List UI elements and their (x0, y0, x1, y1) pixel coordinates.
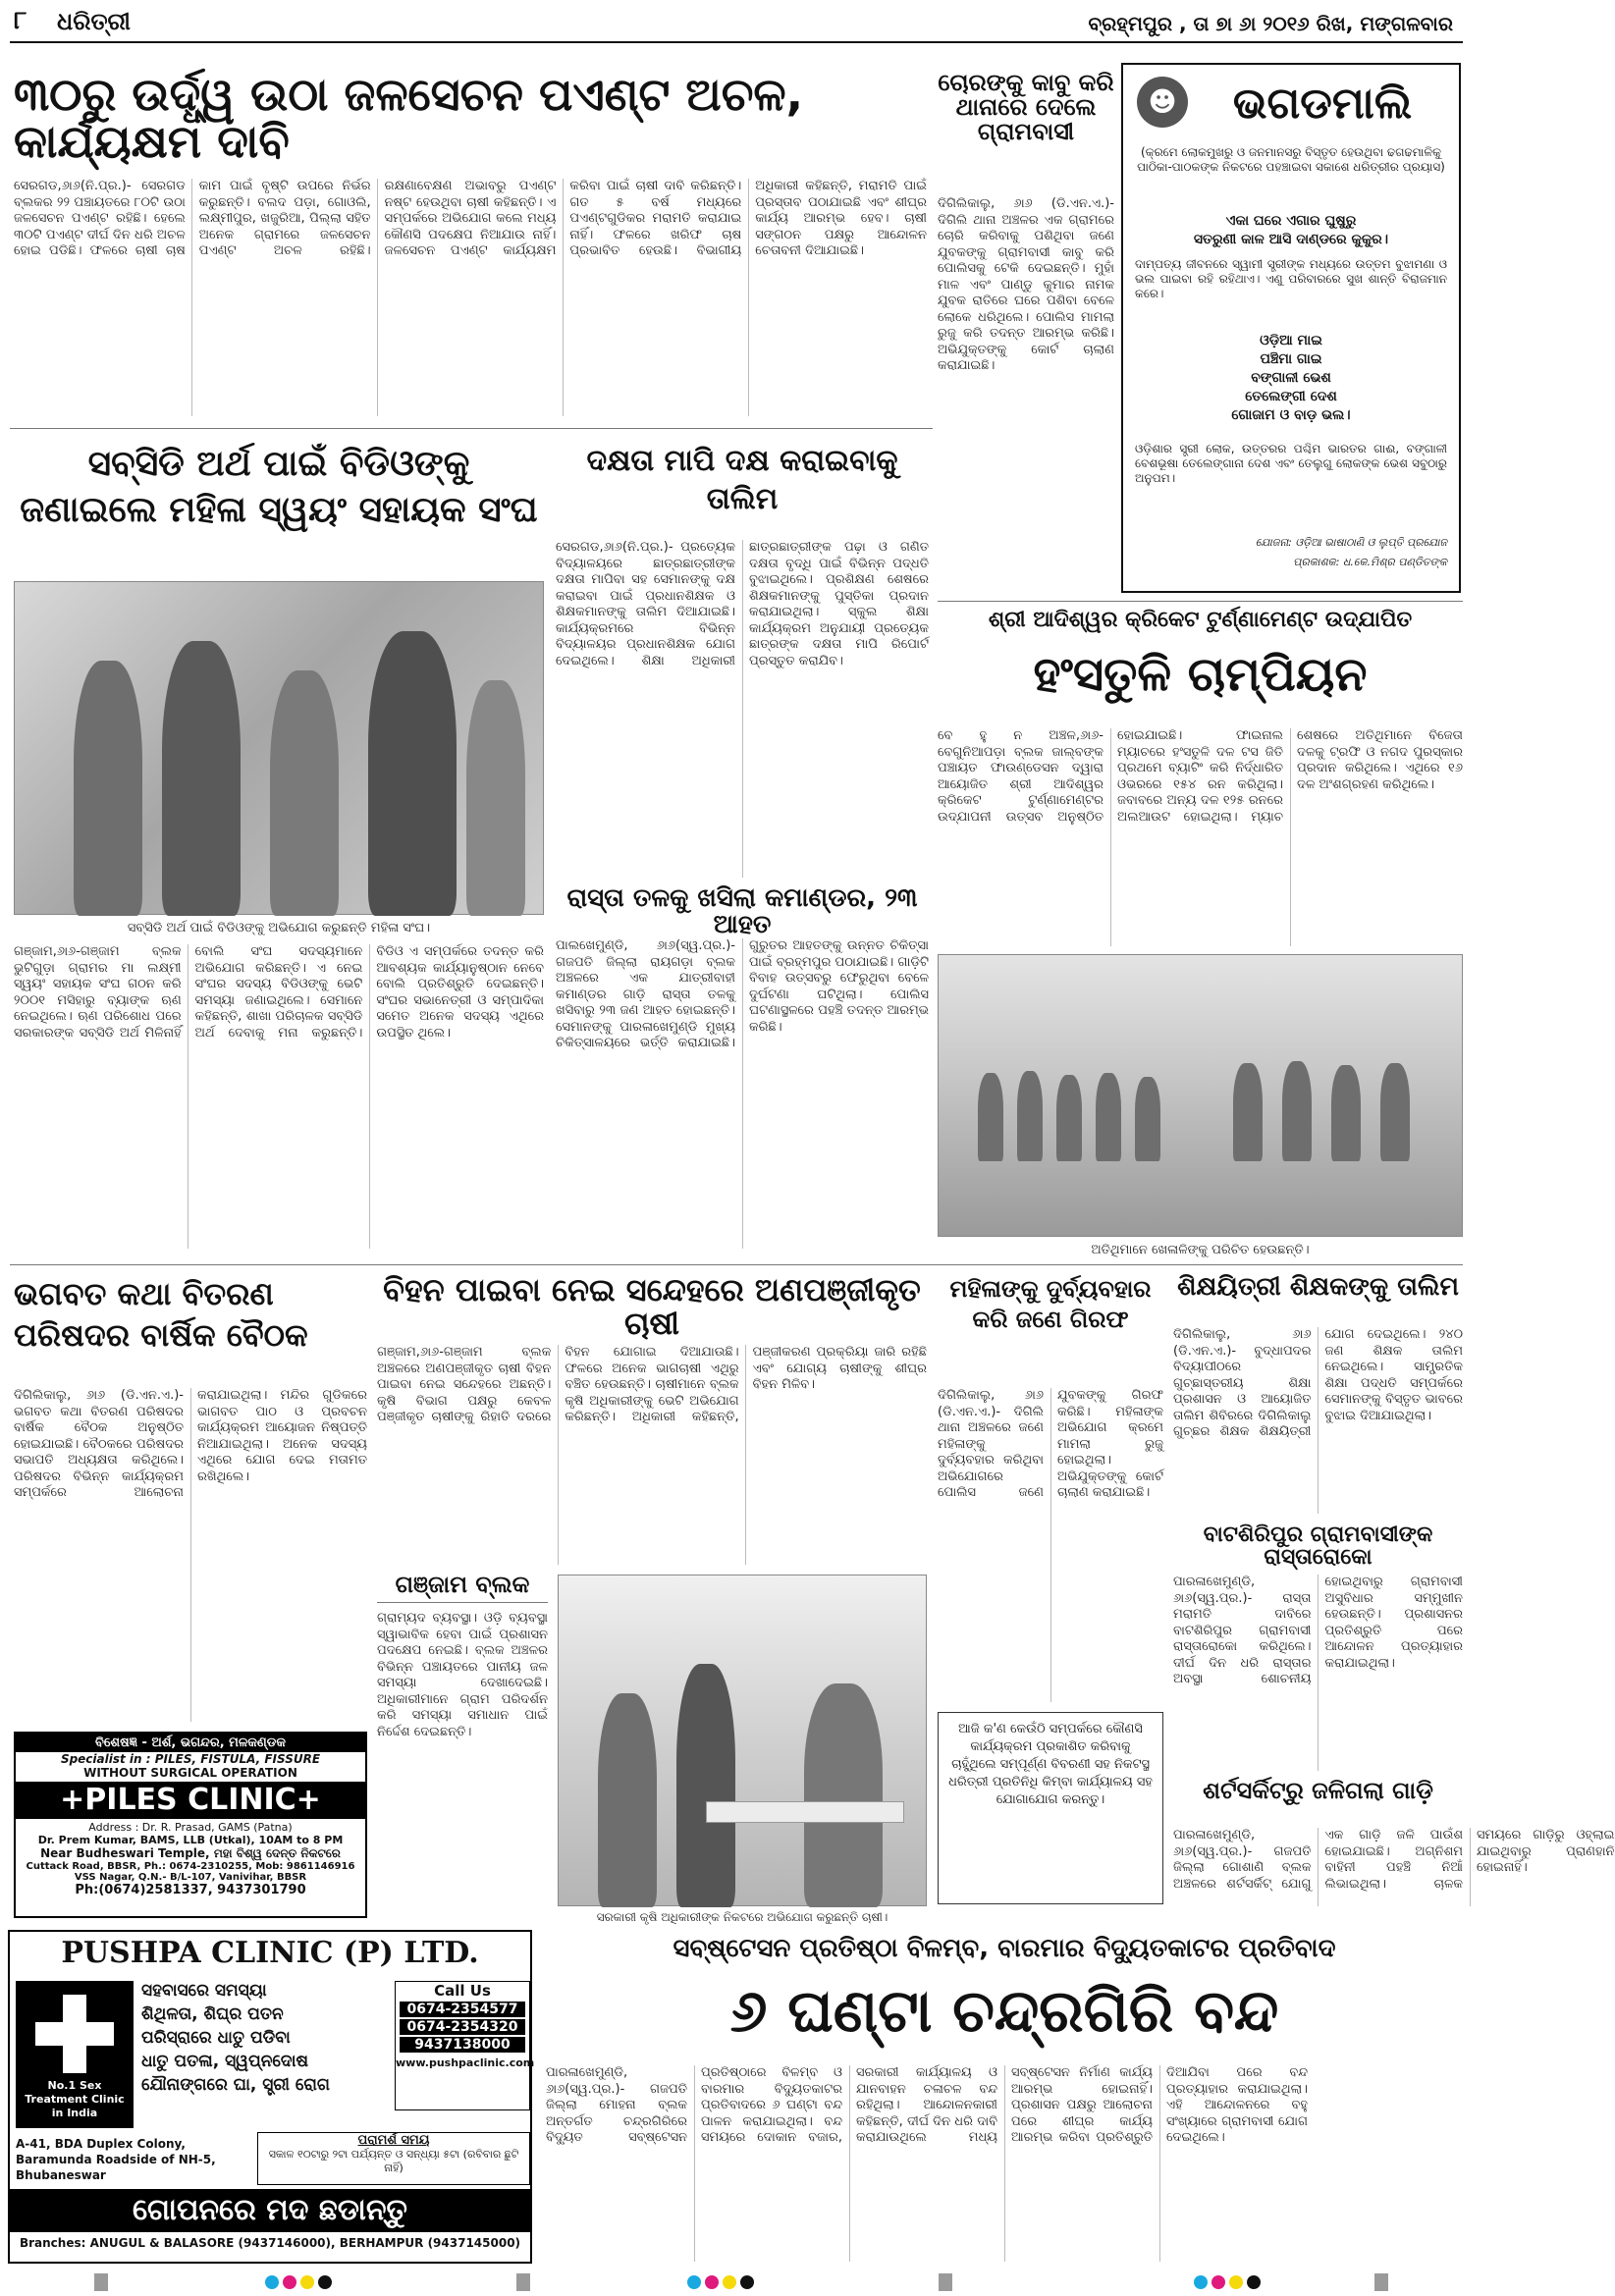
piles-specialist: Specialist in : PILES, FISTULA, FISSURE (60, 1752, 321, 1766)
photo-figure (1233, 1063, 1263, 1161)
color-mark (1194, 2275, 1208, 2289)
color-mark (740, 2275, 754, 2289)
pushpa-list (141, 1979, 387, 2097)
harass-body: ଦିଗିଲିକାଲୁ, ୬ା୬ (ଡି.ଏନ.ଏ.)- ଦିଗିଲି ଥାନା ଅଞ୍ଚଳରେ ଜଣେ ମହିଳାଙ୍କୁ ଦୁର୍ବ୍ୟବହାର କରିଥିବା ଅଭିଯୋଗରେ ପୋଲିସ ଜଣେ ଯୁବକଙ୍କୁ ଗିରଫ କରିଛି। ମହିଳାଙ୍କ ଅଭିଯୋଗ କ୍ରମେ ମାମଲା ରୁଜୁ ହୋଇଥିଲା। ଅଭିଯୁକ୍ତଙ୍କୁ କୋର୍ଟ ଚାଲାଣ କରାଯାଇଛି। (938, 1388, 1163, 1500)
bandh-kicker: ସବ୍‌ଷ୍ଟେସନ ପ୍ରତିଷ୍ଠା ବିଳମ୍ବ, ବାରମାର ବିଦ୍ୟୁତକାଟର ପ୍ରତିବାଦ (673, 1934, 1336, 1963)
pushpa-list-item: ପରିସ୍ରାରେ ଧାତୁ ପଡିବା (141, 2028, 291, 2048)
cross-icon-bar (35, 2022, 114, 2046)
pushpa-tagline: ଗୋପନରେ ମଦ ଛଡାନ୍ତୁ (10, 2189, 530, 2232)
photo-figure (978, 1073, 1003, 1161)
farmers-photo (558, 1575, 927, 1906)
proverb-verse-2: ଓଡ଼ିଆ ମାଇ ପଞ୍ଚିମା ଗାଇ ବଙ୍ଗାଳୀ ଭେଶ ତେଲେଙ୍ଗୀ ଦେଶ ଗୋଜାମ ଓ ବାଡ଼ ଭଲ। (1231, 333, 1351, 423)
photo-figure (804, 1683, 883, 1907)
proverb-title: ଭଗଡମାଲି (1232, 79, 1413, 129)
color-mark (300, 2275, 314, 2289)
farmers-body: ଗଞ୍ଜାମ,୬ା୬-ଗଞ୍ଜାମ ବ୍ଲକ ଅଞ୍ଚଳରେ ଅଣପଞ୍ଜୀକୃତ ଚାଷୀ ବିହନ ପାଇବା ନେଇ ସନ୍ଦେହରେ ଅଛନ୍ତି। କୃଷି ବିଭାଗ ପକ୍ଷରୁ କେବଳ ପଞ୍ଜୀକୃତ ଚାଷୀଙ୍କୁ ରିହାତି ଦରରେ ବିହନ ଯୋଗାଇ ଦିଆଯାଉଛି। ଫଳରେ ଅନେକ ଭାଗଚାଷୀ ଏଥିରୁ ବଞ୍ଚିତ ହେଉଛନ୍ତି। ଚାଷୀମାନେ ବ୍ଲକ କୃଷି ଅଧିକାରୀଙ୍କୁ ଭେଟି ଅଭିଯୋଗ କରିଛନ୍ତି। ଅଧିକାରୀ କହିଛନ୍ତି, ପଞ୍ଜୀକରଣ ପ୍ରକ୍ରିୟା ଜାରି ରହିଛି ଏବଂ ଯୋଗ୍ୟ ଚାଷୀଙ୍କୁ ଶୀଘ୍ର ବିହନ ମିଳିବ। (377, 1345, 927, 1424)
pushpa-list-item: ସହବାସରେ ସମସ୍ୟା (141, 1981, 267, 2001)
photo-figure (1056, 1075, 1082, 1161)
pushpa-call-box (395, 1981, 535, 2110)
cricket-caption: ଅତିଥିମାନେ ଖେଳାଳିଙ୍କୁ ପରିଚିତ ହେଉଛନ୍ତି। (1091, 1243, 1310, 1257)
bandh-body: ପାରଳାଖେମୁଣ୍ଡି, ୬ା୬(ସ୍ୱ.ପ୍ର.)- ଗଜପତି ଜିଲ୍ଲା ମୋହନା ବ୍ଲକ ଅନ୍ତର୍ଗତ ଚନ୍ଦ୍ରଗିରିରେ ବିଦ୍ୟୁତ ସବ୍‌ଷ୍ଟେସନ ପ୍ରତିଷ୍ଠାରେ ବିଳମ୍ବ ଓ ବାରମାର ବିଦ୍ୟୁତକାଟର ପ୍ରତିବାଦରେ ୬ ଘଣ୍ଟା ବନ୍ଦ ପାଳନ କରାଯାଇଥିଲା। ବନ୍ଦ ସମୟରେ ଦୋକାନ ବଜାର, ସରକାରୀ କାର୍ଯ୍ୟାଳୟ ଓ ଯାନବାହନ ଚଳାଚଳ ବନ୍ଦ ରହିଥିଲା। ଆନ୍ଦୋଳନକାରୀ କହିଛନ୍ତି, ଦୀର୍ଘ ଦିନ ଧରି ଦାବି କରାଯାଉଥିଲେ ମଧ୍ୟ ସବ୍‌ଷ୍ଟେସନ ନିର୍ମାଣ କାର୍ଯ୍ୟ ଆରମ୍ଭ ହୋଇନାହିଁ। ପ୍ରଶାସନ ପକ୍ଷରୁ ଆଲୋଚନା ପରେ ଶୀଘ୍ର କାର୍ଯ୍ୟ ଆରମ୍ଭ କରିବା ପ୍ରତିଶ୍ରୁତି ଦିଆଯିବା ପରେ ବନ୍ଦ ପ୍ରତ୍ୟାହାର କରାଯାଇଥିଲା। ଏହି ଆନ୍ଦୋଳନରେ ବହୁ ସଂଖ୍ୟାରେ ଗ୍ରାମବାସୀ ଯୋଗ ଦେଇଥିଲେ। (546, 2065, 1308, 2145)
short-circuit-headline: ଶର୍ଟସର୍କିଟ୍‌ରୁ ଜଳିଗଲା ଗାଡ଼ି (1203, 1777, 1433, 1804)
registration-strip (0, 2269, 1473, 2296)
page-number: ୮ (14, 6, 27, 35)
pushpa-phone: 0674-2354577 (400, 2002, 525, 2017)
piles-road: Cuttack Road, BBSR, Ph.: 0674-2310255, Mob: 9861146916 (26, 1861, 355, 1872)
paper-name: ଧରିତ୍ରୀ (57, 8, 131, 35)
pushpa-timing: ସକାଳ ୧୦ଟାରୁ ୨ଟା ପର୍ଯ୍ୟନ୍ତ ଓ ସନ୍ଧ୍ୟା ୫ଟା (ରବିବାର ଛୁଟି ନାହିଁ) (268, 2148, 519, 2174)
photo-figure (74, 661, 142, 916)
pushpa-timing-title: ପରାମର୍ଶ ସମୟ (357, 2133, 430, 2148)
bhagabat-body: ଦିଗିଲିକାଲୁ, ୬ା୬ (ଡି.ଏନ.ଏ.)- ଭଗବତ କଥା ବିତରଣ ପରିଷଦର ବାର୍ଷିକ ବୈଠକ ଅନୁଷ୍ଠିତ ହୋଇଯାଇଛି। ବୈଠକରେ ପରିଷଦର ସଭାପତି ଅଧ୍ୟକ୍ଷତା କରିଥିଲେ। ପରିଷଦର ବିଭିନ୍ନ କାର୍ଯ୍ୟକ୍ରମ ସମ୍ପର୍କରେ ଆଲୋଚନା କରାଯାଇଥିଲା। ମନ୍ଦିର ଗୁଡିକରେ ଭାଗବତ ପାଠ ଓ ପ୍ରବଚନ କାର୍ଯ୍ୟକ୍ରମ ଆୟୋଜନ ନିଷ୍ପତ୍ତି ନିଆଯାଇଥିଲା। ଅନେକ ସଦସ୍ୟ ଏଥିରେ ଯୋଗ ଦେଇ ମତାମତ ରଖିଥିଲେ। (14, 1388, 367, 1500)
masthead (0, 0, 1473, 45)
piles-specialist-odia: ବିଶେଷଜ୍ଞ - ଅର୍ଶ, ଭଗନ୍ଦର, ମଳକଣ୍ଡକ (16, 1734, 365, 1752)
photo-figure (1135, 1077, 1160, 1161)
piles-temple-en: Near Budheswari Temple, (40, 1846, 210, 1860)
color-mark (94, 2273, 108, 2291)
pushpa-timing-box (257, 2132, 530, 2185)
piles-temple (16, 1846, 365, 1861)
pushpa-list-item: ଧାତୁ ପତଳା, ସ୍ୱପ୍ନଦୋଷ (141, 2052, 309, 2071)
photo-figure (162, 641, 241, 916)
pushpa-website: www.pushpaclinic.com (396, 2056, 535, 2069)
piles-clinic-name: +PILES CLINIC+ (16, 1782, 365, 1819)
pushpa-cross-box (16, 1981, 134, 2128)
pushpa-address: A-41, BDA Duplex Colony, Baramunda Roadside of NH-5, Bhubaneswar (16, 2137, 216, 2182)
pushpa-clinic-ad (8, 1930, 535, 2264)
lead-body: ସେରଗଡ,୬ା୬(ନି.ପ୍ର.)- ସେରଗଡ ବ୍ଲକର ୨୨ ପଞ୍ଚାୟତରେ ୮୦ଟି ଉଠା ଜଳସେଚନ ପଏଣ୍ଟ ରହିଛି। ହେଲେ ୩୦ଟି ପଏଣ୍ଟ ଦୀର୍ଘ ଦିନ ଧରି ଅଚଳ ହୋଇ ପଡିଛି। ଫଳରେ ଚାଷୀ ଚାଷ କାମ ପାଇଁ ବୃଷ୍ଟି ଉପରେ ନିର୍ଭର କରୁଛନ୍ତି। ବଲଦ ପଡ଼ା, ଗୋଓଲି, ଲକ୍ଷ୍ମୀପୁର, ଖଜୁରିଆ, ପିଲ୍ଲା ସହିତ ଅନେକ ଗ୍ରାମରେ ଜଳସେଚନ ପଏଣ୍ଟ ଅଚଳ ରହିଛି। ରକ୍ଷଣାବେକ୍ଷଣ ଅଭାବରୁ ପଏଣ୍ଟ ନଷ୍ଟ ହେଉଥିବା ଚାଷୀ କହିଛନ୍ତି। ଏ ସମ୍ପର୍କରେ ଅଭିଯୋଗ କଲେ ମଧ୍ୟ କୌଣସି ପଦକ୍ଷେପ ନିଆଯାଉ ନାହିଁ। ଜଳସେଚନ ପଏଣ୍ଟ କାର୍ଯ୍ୟକ୍ଷମ କରିବା ପାଇଁ ଚାଷୀ ଦାବି କରିଛନ୍ତି। ଗତ ୫ ବର୍ଷ ମଧ୍ୟରେ ପଏଣ୍ଟଗୁଡିକର ମରାମତି କରାଯାଇ ନାହିଁ। ଫଳରେ ଖରିଫ ଚାଷ ପ୍ରଭାବିତ ହେଉଛି। ବିଭାଗୀୟ ଅଧିକାରୀ କହିଛନ୍ତି, ମରାମତି ପାଇଁ ପ୍ରସ୍ତାବ ପଠାଯାଇଛି ଏବଂ ଶୀଘ୍ର କାର୍ଯ୍ୟ ଆରମ୍ଭ ହେବ। ଚାଷୀ ସଙ୍ଗଠନ ପକ୍ଷରୁ ଆନ୍ଦୋଳନ ଚେତାବନୀ ଦିଆଯାଇଛି। (14, 179, 927, 258)
pushpa-phone: 9437138000 (400, 2037, 525, 2053)
color-mark (283, 2275, 296, 2289)
photo-figure (1096, 1073, 1121, 1161)
pushpa-list-item: ଶିଥିଳତା, ଶିଘ୍ର ପତନ (141, 2004, 284, 2024)
cricket-headline: ହଂସତୁଳି ଚାମ୍ପିୟନ (1033, 647, 1368, 702)
photo-figure (466, 680, 525, 916)
farmers-caption: ସରକାରୀ କୃଷି ଅଧିକାରୀଙ୍କ ନିକଟରେ ଅଭିଯୋଗ କରୁଛନ୍ତି ଚାଷୀ। (596, 1910, 888, 1924)
bandh-headline: ୬ ଘଣ୍ଟା ଚନ୍ଦ୍ରଗିରି ବନ୍ଦ (729, 1977, 1279, 2046)
proverb-subtitle: (କ୍ରମେ ଲୋକମୁଖରୁ ଓ ଜନମାନସରୁ ବିସ୍ତୃତ ହେଉଥିବା ଢଗଢମାଳିକୁ ପାଠିକା-ପାଠକଙ୍କ ନିକଟରେ ପହଞ୍ଚାଇବା ସକାଶେ ଧରିତ୍ରୀର ପ୍ରୟାସ) (1137, 145, 1445, 174)
cricket-body: ବେ ହୁ ନ ଅଞ୍ଚଳ,୬ା୬- ବେଗୁନିଆପଡ଼ା ବ୍ଲକ ଜାଲ୍‌ବଙ୍କ ପଞ୍ଚାୟତ ଫାଉଣ୍ଡେସନ ଦ୍ୱାରା ଆୟୋଜିତ ଶ୍ରୀ ଆଦିଶ୍ୱର କ୍ରିକେଟ ଟୁର୍ଣ୍ଣାମେଣ୍ଟର ଉଦ୍‌ଯାପନୀ ଉତ୍ସବ ଅନୁଷ୍ଠିତ ହୋଇଯାଇଛି। ଫାଇନାଲ ମ୍ୟାଚରେ ହଂସତୁଳି ଦଳ ଟସ ଜିତି ପ୍ରଥମେ ବ୍ୟାଟିଂ କରି ନିର୍ଦ୍ଧାରିତ ଓଭରରେ ୧୫୪ ରନ କରିଥିଲା। ଜବାବରେ ଅନ୍ୟ ଦଳ ୧୨୫ ରନରେ ଅଲଆଉଟ ହୋଇଥିଲା। ମ୍ୟାଚ ଶେଷରେ ଅତିଥିମାନେ ବିଜେତା ଦଳକୁ ଟ୍ରଫି ଓ ନଗଦ ପୁରସ୍କାର ପ୍ରଦାନ କରିଥିଲେ। ଏଥିରେ ୧୬ ଦଳ ଅଂଶଗ୍ରହଣ କରିଥିଲେ। (938, 728, 1463, 825)
section-rule-1 (10, 428, 933, 429)
proverb-box (1121, 63, 1461, 593)
color-mark (723, 2275, 736, 2289)
proverb-credit-1: ଯୋଜନା: ଓଡ଼ିଆ ଭାଷାଠାଣି ଓ ଲୁପ୍ତି ପ୍ରଯୋଜ (1255, 536, 1447, 549)
dateline: ବ୍ରହ୍ମପୁର , ତା ୭ା ୬ା ୨୦୧୬ ରିଖ, ମଙ୍ଗଳବାର (1088, 12, 1453, 35)
bansa-headline: ବାଟଶିରିପୁର ଗ୍ରାମବାସୀଙ୍କ ରାସ୍ତାରୋକୋ (1203, 1522, 1433, 1571)
color-mark (265, 2275, 279, 2289)
bansa-body: ପାରଳାଖେମୁଣ୍ଡି, ୬ା୬(ସ୍ୱ.ପ୍ର.)- ରାସ୍ତା ମରାମତି ଦାବିରେ ବାଟଶିରିପୁର ଗ୍ରାମବାସୀ ରାସ୍ତାରୋକୋ କରିଥିଲେ। ଦୀର୍ଘ ଦିନ ଧରି ରାସ୍ତାର ଅବସ୍ଥା ଶୋଚନୀୟ ହୋଇଥିବାରୁ ଗ୍ରାମବାସୀ ଅସୁବିଧାର ସମ୍ମୁଖୀନ ହେଉଛନ୍ତି। ପ୍ରଶାସନର ପ୍ରତିଶ୍ରୁତି ପରେ ଆନ୍ଦୋଳନ ପ୍ରତ୍ୟାହାର କରାଯାଇଥିଲା। (1173, 1575, 1463, 1686)
masthead-rule (10, 41, 1463, 43)
teacher-body: ଦିଗିଲିକାଲୁ, ୬ା୬ (ଡି.ଏନ.ଏ.)- ବୁଦ୍ଧାପଦର ବିଦ୍ୟାପୀଠରେ ଗୁଚ୍ଛାସ୍ତରୀୟ ଶିକ୍ଷା ପ୍ରଶାସନ ଓ ଆୟୋଜିତ ତାଲିମ ଶିବିରରେ ଦିଗିଲିକାଲୁ ଗୁଚ୍ଛର ଶିକ୍ଷକ ଶିକ୍ଷୟିତ୍ରୀ ଯୋଗ ଦେଇଥିଲେ। ୨୪୦ ଜଣ ଶିକ୍ଷକ ତାଲିମ ନେଇଥିଲେ। ସାମ୍ପ୍ରତିକ ଶିକ୍ଷା ପଦ୍ଧତି ସମ୍ପର୍କରେ ସେମାନଙ୍କୁ ବିସ୍ତୃତ ଭାବରେ ବୁଝାଇ ଦିଆଯାଇଥିଲା। (1173, 1327, 1463, 1439)
pushpa-badge: No.1 Sex Treatment Clinic in India (25, 2079, 125, 2119)
piles-address: Address : Dr. R. Prasad, GAMS (Patna) (88, 1821, 293, 1834)
piles-temple-odia: ମହା ବିଶ୍ୱ ଦେନ୍ତ ନିକଟରେ (213, 1846, 341, 1860)
bhagabat-headline: ଭଗବତ କଥା ବିତରଣ ପରିଷଦର ବାର୍ଷିକ ବୈଠକ (14, 1275, 308, 1354)
road-headline: ରାସ୍ତା ତଳକୁ ଖସିଲା କମାଣ୍ଡର, ୨୩ ଆହତ (566, 883, 918, 940)
cricket-kicker: ଶ୍ରୀ ଆଦିଶ୍ୱର କ୍ରିକେଟ ଟୁର୍ଣ୍ଣାମେଣ୍ଟ ଉଦ୍‌ଯାପିତ (988, 608, 1413, 632)
training-headline: ଦକ୍ଷତା ମାପି ଦକ୍ଷ କରାଇବାକୁ ତାଲିମ (586, 444, 898, 516)
short-circuit-body: ପାରଳାଖେମୁଣ୍ଡି, ୬ା୬(ସ୍ୱ.ପ୍ର.)- ଗଜପତି ଜିଲ୍ଲା ଗୋଶାଣି ବ୍ଲକ ଅଞ୍ଚଳରେ ଶର୍ଟସର୍କିଟ୍ ଯୋଗୁ ଏକ ଗାଡ଼ି ଜଳି ପାଉଁଶ ହୋଇଯାଇଛି। ଅଗ୍ନିଶମ ବାହିନୀ ପହଞ୍ଚି ନିଆଁ ଲିଭାଇଥିଲା। ଚାଳକ ସମୟରେ ଗାଡ଼ିରୁ ଓହ୍ଲାଇ ଯାଇଥିବାରୁ ପ୍ରାଣହାନି ହୋଇନାହିଁ। (1173, 1828, 1615, 1892)
piles-vss: VSS Nagar, Q.N.- B/L-107, Vanivihar, BBSR (74, 1872, 307, 1883)
section-rule-3 (10, 1264, 1463, 1265)
pushpa-branches: Branches: ANUGUL & BALASORE (9437146000), BERHAMPUR (9437145000) (19, 2236, 521, 2250)
photo-figure (1331, 1065, 1361, 1161)
subsidy-photo (14, 581, 544, 915)
cricket-photo (938, 954, 1463, 1237)
photo-figure (368, 631, 457, 916)
proverb-credit-2: ପ୍ରକାଶକ: ଧ.କେ.ମିଶ୍ର ପଣ୍ଡିତଙ୍କ (1293, 556, 1447, 568)
photo-figure (1380, 1063, 1410, 1161)
harass-headline: ମହିଳାଙ୍କୁ ଦୁର୍ବ୍ୟବହାର କରି ଜଣେ ଗିରଫ (949, 1275, 1152, 1334)
color-mark (939, 2273, 952, 2291)
farmers-headline: ବିହନ ପାଇବା ନେଇ ସନ୍ଦେହରେ ଅଣପଞ୍ଜୀକୃତ ଚାଷୀ (383, 1271, 921, 1342)
notice-box (938, 1712, 1163, 1904)
color-mark (1229, 2275, 1243, 2289)
color-mark (687, 2275, 701, 2289)
pushpa-phone: 0674-2354320 (400, 2019, 525, 2035)
ganjam-block-heading: ଗଞ୍ଜାମ ବ୍ଲକ (377, 1571, 548, 1603)
color-mark (1374, 2273, 1388, 2291)
piles-phone: Ph:(0674)2581337, 9437301790 (75, 1883, 306, 1897)
photo-figure (1282, 1061, 1312, 1161)
lead-headline: ୩୦ରୁ ଉର୍ଦ୍ଧ୍ୱ ଉଠା ଜଳସେଚନ ପଏଣ୍ଟ ଅଚଳ, କାର୍ଯ୍ୟକ୍ଷମ ଦାବି (14, 68, 804, 169)
piles-doctor: Dr. Prem Kumar, BAMS, LLB (Utkal), 10AM to 8 PM (37, 1834, 344, 1846)
pushpa-call-label: Call Us (434, 1982, 491, 2000)
ganjam-block-body: ଗ୍ରାମ୍ୟଦ ବ୍ୟବସ୍ଥା। ଓଡ଼ି ବ୍ୟବସ୍ଥା ସ୍ୱାଭାବିକ ହେବା ପାଇଁ ପ୍ରଶାସନ ପଦକ୍ଷେପ ନେଇଛି। ବ୍ଲକ ଅଞ୍ଚଳର ବିଭିନ୍ନ ପଞ୍ଚାୟତରେ ପାନୀୟ ଜଳ ସମସ୍ୟା ଦେଖାଦେଇଛି। ଅଧିକାରୀମାନେ ଗ୍ରାମ ପରିଦର୍ଶନ କରି ସମସ୍ୟା ସମାଧାନ ପାଇଁ ନିର୍ଦ୍ଦେଶ ଦେଇଛନ୍ତି। (377, 1611, 548, 1739)
notice-text: ଆଜି କ'ଣ କେଉଁଠି ସମ୍ପର୍କରେ କୌଣସି କାର୍ଯ୍ୟକ୍ରମ ପ୍ରକାଶିତ କରିବାକୁ ଚାହୁଁଥିଲେ ସମ୍ପୂର୍ଣ୍ଣ ବିବରଣୀ ସହ ନିକଟସ୍ଥ ଧରିତ୍ରୀ ପ୍ରତିନିଧି କିମ୍ବା କାର୍ଯ୍ୟାଳୟ ସହ ଯୋଗାଯୋଗ କରନ୍ତୁ। (948, 1722, 1153, 1807)
section-rule-2 (938, 601, 1463, 602)
piles-without-op: WITHOUT SURGICAL OPERATION (83, 1766, 297, 1780)
subsidy-caption: ସବ୍‌ସିଡି ଅର୍ଥ ପାଇଁ ବିଡିଓଙ୍କୁ ଅଭିଯୋଗ କରୁଛନ୍ତି ମହିଳା ସଂଘ। (127, 921, 431, 935)
ganjam-block-box (377, 1571, 548, 1924)
subsidy-body: ଗଞ୍ଜାମ,୬ା୬-ଗଞ୍ଜାମ ବ୍ଲକ ଭୁଟିଗୁଡ଼ା ଗ୍ରାମର ମା ଲକ୍ଷ୍ମୀ ସ୍ୱୟଂ ସହାୟକ ସଂଘ ଗଠନ କରି ୨୦୦୧ ମସିହାରୁ ବ୍ୟାଙ୍କ ଋଣ ନେଇଥିଲେ। ଋଣ ପରିଶୋଧ ପରେ ସରକାରଙ୍କ ସବ୍‌ସିଡି ଅର୍ଥ ମିଳିନାହିଁ ବୋଲି ସଂଘ ସଦସ୍ୟମାନେ ଅଭିଯୋଗ କରିଛନ୍ତି। ଏ ନେଇ ସଂଘର ସଦସ୍ୟ ବିଡିଓଙ୍କୁ ଭେଟି ସମସ୍ୟା ଜଣାଇଥିଲେ। ସେମାନେ କହିଛନ୍ତି, ଶାଖା ପରିଚାଳକ ସବ୍‌ସିଡି ଅର୍ଥ ଦେବାକୁ ମନା କରୁଛନ୍ତି। ବିଡିଓ ଏ ସମ୍ପର୍କରେ ତଦନ୍ତ କରି ଆବଶ୍ୟକ କାର୍ଯ୍ୟାନୁଷ୍ଠାନ ନେବେ ବୋଲି ପ୍ରତିଶ୍ରୁତି ଦେଇଛନ୍ତି। ସଂଘର ସଭାନେତ୍ରୀ ଓ ସମ୍ପାଦିକା ସମେତ ଅନେକ ସଦସ୍ୟ ଏଥିରେ ଉପସ୍ଥିତ ଥିଲେ। (14, 944, 544, 1041)
training-body: ସେରଗଡ,୬ା୬(ନି.ପ୍ର.)- ପ୍ରତ୍ୟେକ ବିଦ୍ୟାଳୟରେ ଛାତ୍ରଛାତ୍ରୀଙ୍କ ଦକ୍ଷତା ମାପିବା ସହ ସେମାନଙ୍କୁ ଦକ୍ଷ କରାଇବା ପାଇଁ ପ୍ରଧାନଶିକ୍ଷକ ଓ ଶିକ୍ଷକମାନଙ୍କୁ ତାଲିମ ଦିଆଯାଇଛି। କାର୍ଯ୍ୟକ୍ରମରେ ବିଭିନ୍ନ ବିଦ୍ୟାଳୟର ପ୍ରଧାନଶିକ୍ଷକ ଯୋଗ ଦେଇଥିଲେ। ଶିକ୍ଷା ଅଧିକାରୀ ଛାତ୍ରଛାତ୍ରୀଙ୍କ ପଢ଼ା ଓ ଗଣିତ ଦକ୍ଷତା ବୃଦ୍ଧି ପାଇଁ ବିଭିନ୍ନ ପଦ୍ଧତି ବୁଝାଇଥିଲେ। ପ୍ରଶିକ୍ଷଣ ଶେଷରେ ଶିକ୍ଷକମାନଙ୍କୁ ପୁସ୍ତିକା ପ୍ରଦାନ କରାଯାଇଥିଲା। ସ୍କୁଲ ଶିକ୍ଷା କାର୍ଯ୍ୟକ୍ରମ ଅନୁଯାୟୀ ପ୍ରତ୍ୟେକ ଛାତ୍ରଙ୍କ ଦକ୍ଷତା ମାପି ରିପୋର୍ଟ ପ୍ରସ୍ତୁତ କରାଯିବ। (556, 540, 929, 668)
color-mark (705, 2275, 719, 2289)
color-mark (1247, 2275, 1261, 2289)
photo-table (706, 1801, 904, 1823)
color-mark (1211, 2275, 1225, 2289)
photo-figure (598, 1693, 657, 1907)
proverb-prose-2: ଓଡ଼ିଶାର ସ୍ତ୍ରୀ ଲୋକ, ଉତ୍ତରର ପଶ୍ଚିମ ଭାରତର ଗାଈ, ବଙ୍ଗାଳୀ ବେଶଭୂଷା ତେଲେଙ୍ଗାନା ଦେଶ ଏବଂ ତେଲୁଗୁ ଲୋକଙ୍କ ଭେଶ ସବୁଠାରୁ ଅନୁପମ। (1135, 442, 1447, 485)
teacher-headline: ଶିକ୍ଷୟିତ୍ରୀ ଶିକ୍ଷକଙ୍କୁ ତାଲିମ (1177, 1272, 1459, 1302)
subsidy-headline: ସବ୍‌ସିଡି ଅର୍ଥ ପାଇଁ ବିଡିଓଙ୍କୁ ଜଣାଇଲେ ମହିଳା ସ୍ୱୟଂ ସହାୟକ ସଂଘ (20, 444, 538, 530)
photo-figure (676, 1664, 735, 1907)
color-mark (318, 2275, 332, 2289)
color-mark (516, 2273, 530, 2291)
photo-figure (270, 670, 339, 916)
piles-clinic-ad (14, 1732, 367, 1918)
pushpa-list-item: ଯୌନାଙ୍ଗରେ ଘା, ସ୍ତ୍ରୀ ରୋଗ (141, 2075, 330, 2095)
theft-body: ଦିଗିଲିକାଲୁ, ୬ା୬ (ଡି.ଏନ.ଏ.)- ଦିଗିଲି ଥାନା ଅଞ୍ଚଳର ଏକ ଗ୍ରାମରେ ଚୋରି କରିବାକୁ ପଶିଥିବା ଜଣେ ଯୁବକଙ୍କୁ ଗ୍ରାମବାସୀ କାବୁ କରି ପୋଲିସକୁ ଟେକି ଦେଇଛନ୍ତି। ମୁହାଁ ମାଳ ଏବଂ ପାଣ୍ଡୁ କୁମାର ନାମକ ଯୁବକ ରାତିରେ ଘରେ ପଶିବା ବେଳେ ଲୋକେ ଧରିଥିଲେ। ପୋଲିସ ମାମଲା ରୁଜୁ କରି ତଦନ୍ତ ଆରମ୍ଭ କରିଛି। ଅଭିଯୁକ୍ତଙ୍କୁ କୋର୍ଟ ଚାଲାଣ କରାଯାଇଛି। (938, 196, 1114, 373)
pushpa-name: PUSHPA CLINIC (P) LTD. (61, 1936, 479, 1970)
speaker-icon: ☻ (1137, 77, 1188, 128)
road-body: ପାଲଖେମୁଣ୍ଡି, ୬ା୬(ସ୍ୱ.ପ୍ର.)- ଗଜପତି ଜିଲ୍ଲା ରାୟଗଡ଼ା ବ୍ଲକ ଅଞ୍ଚଳରେ ଏକ ଯାତ୍ରୀବାହୀ କମାଣ୍ଡର ଗାଡ଼ି ରାସ୍ତା ତଳକୁ ଖସିବାରୁ ୨୩ ଜଣ ଆହତ ହୋଇଛନ୍ତି। ସେମାନଙ୍କୁ ପାରଳାଖେମୁଣ୍ଡି ମୁଖ୍ୟ ଚିକିତ୍ସାଳୟରେ ଭର୍ତ୍ତି କରାଯାଇଛି। ଗୁରୁତର ଆହତଙ୍କୁ ଉନ୍ନତ ଚିକିତ୍ସା ପାଇଁ ବ୍ରହ୍ମପୁର ପଠାଯାଇଛି। ଗାଡ଼ିଟି ବିବାହ ଉତ୍ସବରୁ ଫେରୁଥିବା ବେଳେ ଦୁର୍ଘଟଣା ଘଟିଥିଲା। ପୋଲିସ ଘଟଣାସ୍ଥଳରେ ପହଞ୍ଚି ତଦନ୍ତ ଆରମ୍ଭ କରିଛି। (556, 938, 929, 1050)
proverb-verse-1: ଏକା ଘରେ ଏଗାର ଘୁଷୁରୁ ସତରୁଣୀ କାଳ ଆସି ଦାଣ୍ଡରେ କୁକୁର। (1193, 213, 1389, 247)
photo-figure (1017, 1071, 1043, 1161)
proverb-prose-1: ଦାମ୍ପତ୍ୟ ଜୀବନରେ ସ୍ୱାମୀ ସ୍ତ୍ରୀଙ୍କ ମଧ୍ୟରେ ଉତ୍ତମ ବୁଝାମଣା ଓ ଭଲ ପାଇବା ରହି ରହିଥାଏ। ଏଣୁ ପରିବାରରେ ସୁଖ ଶାନ୍ତି ବିରାଜମାନ କରେ। (1135, 257, 1447, 300)
theft-headline: ଚୋରଙ୍କୁ କାବୁ କରି ଥାନାରେ ଦେଲେ ଗ୍ରାମବାସୀ (938, 69, 1114, 146)
